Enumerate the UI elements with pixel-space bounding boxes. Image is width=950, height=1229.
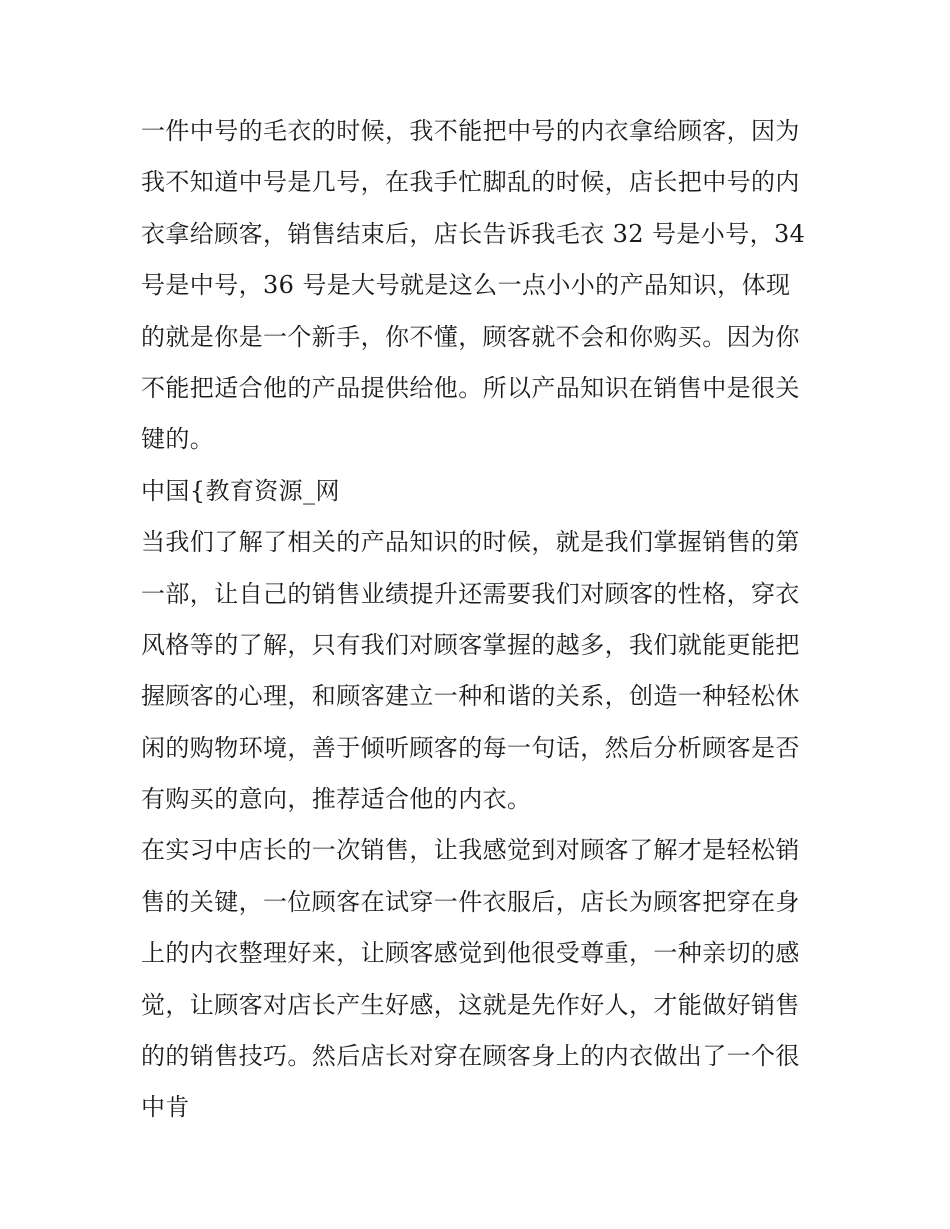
text-line: 在实习中店长的一次销售，让我感觉到对顾客了解才是轻松销 (141, 836, 800, 865)
text-line: 号是中号，36 号是大号就是这么一点小小的产品知识，体现 (141, 271, 791, 300)
text-line: 风格等的了解，只有我们对顾客掌握的越多，我们就能更能把 (141, 630, 800, 659)
text-line: 售的关键，一位顾客在试穿一件衣服后，店长为顾客把穿在身 (141, 887, 800, 916)
text-line: 握顾客的心理，和顾客建立一种和谐的关系，创造一种轻松休 (141, 682, 800, 711)
text-line: 闲的购物环境，善于倾听顾客的每一句话，然后分析顾客是否 (141, 733, 800, 762)
text-line: 不能把适合他的产品提供给他。所以产品知识在销售中是很关 (141, 373, 800, 402)
text-line: 一部，让自己的销售业绩提升还需要我们对顾客的性格，穿衣 (141, 579, 800, 608)
text-line: 的就是你是一个新手，你不懂，顾客就不会和你购买。因为你 (141, 322, 800, 351)
text-line: 中国{教育资源_网 (141, 476, 340, 505)
text-line: 中肯 (141, 1093, 190, 1122)
text-line: 觉，让顾客对店长产生好感，这就是先作好人，才能做好销售 (141, 990, 800, 1019)
text-line: 上的内衣整理好来，让顾客感觉到他很受尊重，一种亲切的感 (141, 939, 800, 968)
text-line: 当我们了解了相关的产品知识的时候，就是我们掌握销售的第 (141, 528, 800, 557)
text-line: 有购买的意向，推荐适合他的内衣。 (141, 785, 532, 814)
text-line: 键的。 (141, 425, 215, 454)
body-text (141, 106, 821, 1134)
text-line: 一件中号的毛衣的时候，我不能把中号的内衣拿给顾客，因为 (141, 117, 800, 145)
text-line: 我不知道中号是几号，在我手忙脚乱的时候，店长把中号的内 (141, 168, 800, 197)
text-line: 的的销售技巧。然后店长对穿在顾客身上的内衣做出了一个很 (141, 1042, 800, 1071)
text-line: 衣拿给顾客，销售结束后，店长告诉我毛衣 32 号是小号，34 (141, 219, 806, 248)
